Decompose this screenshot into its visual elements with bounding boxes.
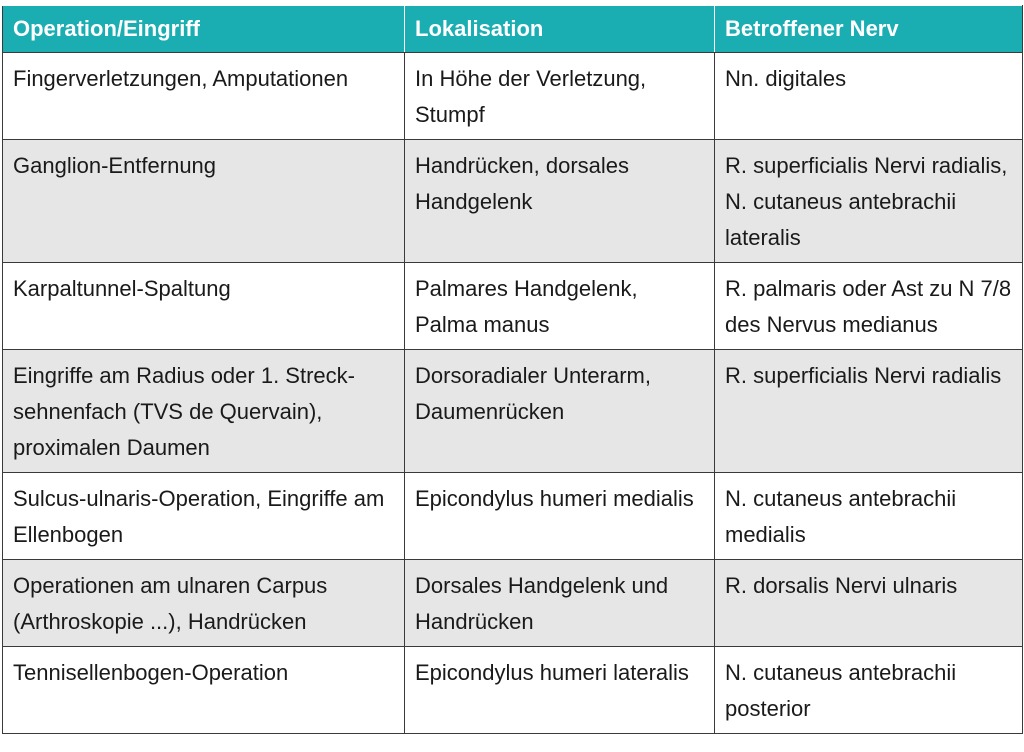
table-row <box>3 263 1023 350</box>
cell-nerv: R. dorsalis Nervi ulnaris <box>715 560 1023 647</box>
cell-operation: Karpaltunnel-Spaltung <box>3 263 405 350</box>
header-row <box>3 6 1023 53</box>
cell-nerv: N. cutaneus antebrachii medialis <box>715 473 1023 560</box>
table-row <box>3 140 1023 263</box>
cell-operation: Sulcus-ulnaris-Operation, Eingriffe am Ellenbogen <box>3 473 405 560</box>
cell-nerv: R. superficialis Nervi radialis, N. cutaneus antebrachii lateralis <box>715 140 1023 263</box>
table-row <box>3 350 1023 473</box>
table-row <box>3 473 1023 560</box>
cell-operation: Operationen am ulnaren Carpus (Arthroskopie ...), Handrücken <box>3 560 405 647</box>
cell-nerv: R. superficialis Nervi radialis <box>715 350 1023 473</box>
cell-lokalisation: In Höhe der Verletzung, Stumpf <box>405 53 715 140</box>
table-body <box>3 53 1023 734</box>
cell-lokalisation: Handrücken, dorsales Handgelenk <box>405 140 715 263</box>
cell-lokalisation: Palmares Handgelenk, Palma manus <box>405 263 715 350</box>
cell-operation: Ganglion-Entfernung <box>3 140 405 263</box>
cell-nerv: R. palmaris oder Ast zu N 7/8 des Nervus medianus <box>715 263 1023 350</box>
header-lokalisation: Lokalisation <box>405 6 715 53</box>
cell-operation: Fingerverletzungen, Amputationen <box>3 53 405 140</box>
cell-lokalisation: Epicondylus humeri medialis <box>405 473 715 560</box>
cell-lokalisation: Epicondylus humeri lateralis <box>405 647 715 734</box>
cell-lokalisation: Dorsales Handgelenk und Handrücken <box>405 560 715 647</box>
cell-operation: Eingriffe am Radius oder 1. Streck-sehnenfach (TVS de Quervain), proximalen Daumen <box>3 350 405 473</box>
header-operation: Operation/Eingriff <box>3 6 405 53</box>
table-row <box>3 560 1023 647</box>
nerve-table-container <box>2 5 1022 734</box>
header-nerv: Betroffener Nerv <box>715 6 1023 53</box>
cell-operation: Tennisellenbogen-Operation <box>3 647 405 734</box>
table-header <box>3 6 1023 53</box>
cell-nerv: N. cutaneus antebrachii posterior <box>715 647 1023 734</box>
table-row <box>3 647 1023 734</box>
table-row <box>3 53 1023 140</box>
cell-lokalisation: Dorsoradialer Unterarm, Daumenrücken <box>405 350 715 473</box>
nerve-table <box>2 5 1023 734</box>
cell-nerv: Nn. digitales <box>715 53 1023 140</box>
